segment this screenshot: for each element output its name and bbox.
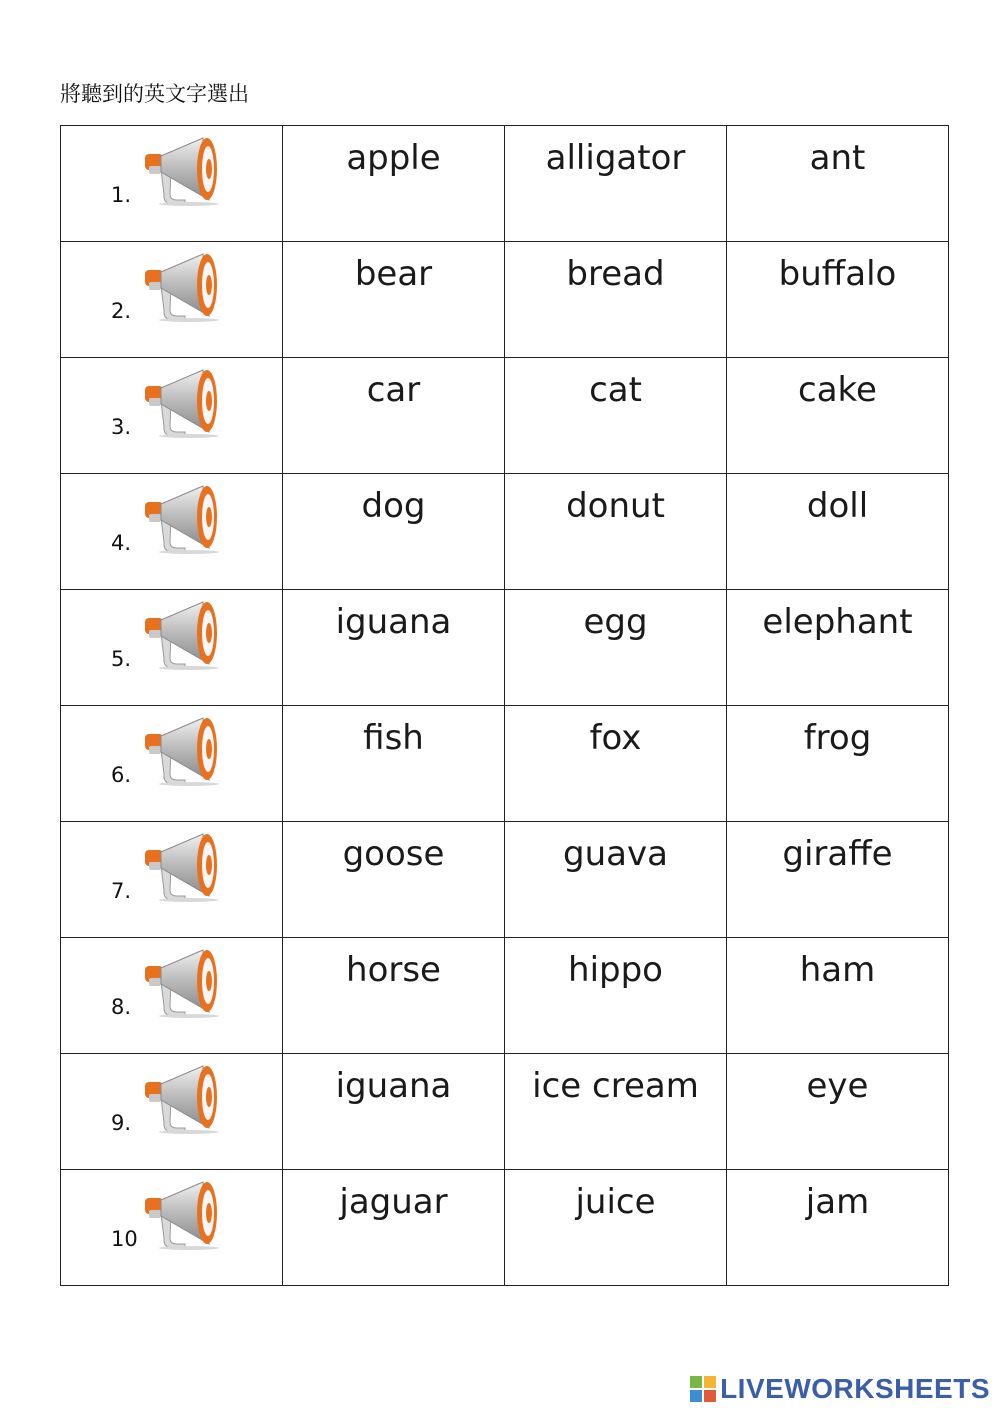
word-option[interactable]: ant	[809, 138, 866, 178]
word-option[interactable]: bear	[354, 254, 433, 294]
word-option-cell[interactable]	[505, 126, 727, 242]
word-option-cell[interactable]	[505, 822, 727, 938]
question-cell	[61, 822, 283, 938]
megaphone-icon[interactable]	[137, 1060, 229, 1134]
megaphone-icon[interactable]	[137, 944, 229, 1018]
question-row	[61, 706, 949, 822]
word-option[interactable]: elephant	[762, 602, 913, 642]
megaphone-icon[interactable]	[137, 132, 229, 206]
question-row	[61, 590, 949, 706]
question-number: 4.	[111, 531, 132, 555]
word-option-cell[interactable]	[727, 1170, 949, 1286]
word-option-cell[interactable]	[727, 590, 949, 706]
word-option[interactable]: dog	[361, 486, 426, 526]
question-cell	[61, 590, 283, 706]
question-row	[61, 358, 949, 474]
word-choice-table	[60, 125, 949, 1286]
word-option-cell[interactable]	[727, 1054, 949, 1170]
question-cell	[61, 242, 283, 358]
word-option[interactable]: bread	[566, 254, 665, 294]
word-option-cell[interactable]	[505, 938, 727, 1054]
word-option[interactable]: alligator	[545, 138, 686, 178]
word-option-cell[interactable]	[505, 1170, 727, 1286]
word-option[interactable]: frog	[803, 718, 872, 758]
word-option[interactable]: ham	[799, 950, 876, 990]
question-number: 1.	[111, 183, 132, 207]
question-cell	[61, 938, 283, 1054]
question-number: 6.	[111, 763, 132, 787]
word-option[interactable]: iguana	[335, 602, 452, 642]
question-row	[61, 822, 949, 938]
question-number: 5.	[111, 647, 132, 671]
word-option[interactable]: doll	[806, 486, 869, 526]
word-option-cell[interactable]	[283, 242, 505, 358]
word-option[interactable]: guava	[563, 834, 668, 874]
word-option-cell[interactable]	[727, 358, 949, 474]
word-option[interactable]: fox	[589, 718, 642, 758]
word-option[interactable]: juice	[575, 1182, 656, 1222]
question-number: 10	[111, 1227, 138, 1251]
word-option-cell[interactable]	[727, 822, 949, 938]
word-option-cell[interactable]	[727, 242, 949, 358]
word-option-cell[interactable]	[727, 938, 949, 1054]
question-row	[61, 474, 949, 590]
question-cell	[61, 126, 283, 242]
brand-name: LIVEWORKSHEETS	[720, 1373, 990, 1404]
word-option[interactable]: cat	[589, 370, 642, 410]
megaphone-icon[interactable]	[137, 480, 229, 554]
question-row	[61, 126, 949, 242]
word-option[interactable]: ice cream	[532, 1066, 699, 1106]
word-option[interactable]: jaguar	[339, 1182, 448, 1222]
liveworksheets-logo-icon	[690, 1376, 716, 1402]
word-option[interactable]: buffalo	[778, 254, 897, 294]
question-number: 3.	[111, 415, 132, 439]
word-option[interactable]: egg	[583, 602, 648, 642]
word-option[interactable]: donut	[566, 486, 665, 526]
word-option-cell[interactable]	[283, 822, 505, 938]
question-cell	[61, 358, 283, 474]
word-option[interactable]: fish	[363, 718, 424, 758]
word-option-cell[interactable]	[505, 590, 727, 706]
megaphone-icon[interactable]	[137, 364, 229, 438]
word-option-cell[interactable]	[283, 126, 505, 242]
question-cell	[61, 474, 283, 590]
word-option[interactable]: eye	[806, 1066, 869, 1106]
question-number: 2.	[111, 299, 132, 323]
megaphone-icon[interactable]	[137, 828, 229, 902]
word-option-cell[interactable]	[505, 358, 727, 474]
word-option-cell[interactable]	[727, 706, 949, 822]
word-option-cell[interactable]	[505, 242, 727, 358]
megaphone-icon[interactable]	[137, 596, 229, 670]
question-number: 9.	[111, 1111, 132, 1135]
question-row	[61, 1170, 949, 1286]
word-option[interactable]: cake	[798, 370, 877, 410]
question-row	[61, 1054, 949, 1170]
word-option-cell[interactable]	[283, 1170, 505, 1286]
word-option[interactable]: jam	[805, 1182, 870, 1222]
word-option-cell[interactable]	[505, 474, 727, 590]
word-option-cell[interactable]	[505, 1054, 727, 1170]
word-option-cell[interactable]	[283, 938, 505, 1054]
word-option-cell[interactable]	[727, 126, 949, 242]
word-option-cell[interactable]	[283, 590, 505, 706]
word-option[interactable]: apple	[346, 138, 441, 178]
word-option[interactable]: iguana	[335, 1066, 452, 1106]
word-option[interactable]: horse	[346, 950, 441, 990]
brand-footer	[690, 1373, 990, 1405]
word-option-cell[interactable]	[727, 474, 949, 590]
word-option[interactable]: hippo	[568, 950, 663, 990]
word-option[interactable]: giraffe	[782, 834, 893, 874]
question-number: 7.	[111, 879, 132, 903]
word-option[interactable]: goose	[342, 834, 445, 874]
word-option-cell[interactable]	[505, 706, 727, 822]
megaphone-icon[interactable]	[137, 712, 229, 786]
question-row	[61, 242, 949, 358]
question-cell	[61, 706, 283, 822]
megaphone-icon[interactable]	[137, 1176, 229, 1250]
word-option[interactable]: car	[366, 370, 421, 410]
question-row	[61, 938, 949, 1054]
megaphone-icon[interactable]	[137, 248, 229, 322]
word-option-cell[interactable]	[283, 706, 505, 822]
question-cell	[61, 1170, 283, 1286]
question-number: 8.	[111, 995, 132, 1019]
word-option-cell[interactable]	[283, 474, 505, 590]
instruction-heading: 將聽到的英文字選出	[60, 82, 249, 106]
question-cell	[61, 1054, 283, 1170]
word-option-cell[interactable]	[283, 1054, 505, 1170]
word-option-cell[interactable]	[283, 358, 505, 474]
